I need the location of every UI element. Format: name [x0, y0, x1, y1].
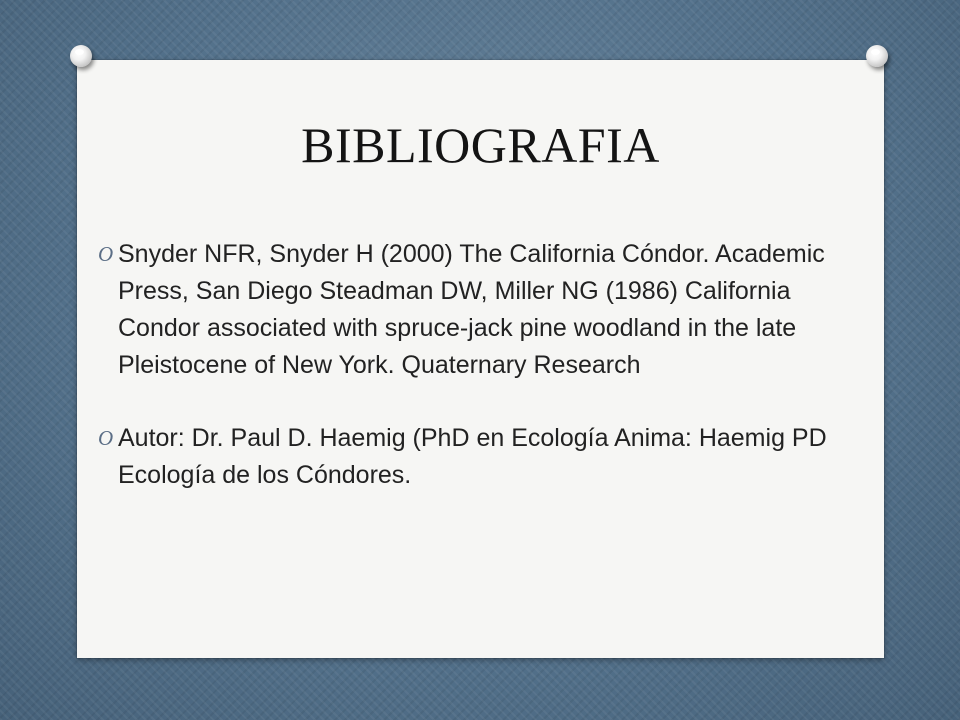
bullet-marker-icon: O: [98, 242, 114, 266]
list-item: [98, 236, 858, 384]
pushpin-icon: [866, 45, 888, 67]
slide-title: BIBLIOGRAFIA: [301, 117, 660, 173]
author-text: Autor: Dr. Paul D. Haemig (PhD en Ecología Anima: Haemig PD Ecología de los Cóndores.: [118, 424, 827, 489]
list-item: [98, 420, 858, 494]
pushpin-icon: [70, 45, 92, 67]
reference-text: Snyder NFR, Snyder H (2000) The California Cóndor. Academic Press, San Diego Steadman DW, Miller NG (1986) California Condor associated with spruce-jack pine woodland in the late Pleistocene of New York. Quaternary Research: [118, 240, 825, 379]
bullet-marker-icon: O: [98, 426, 114, 450]
bibliography-list: [98, 236, 858, 494]
